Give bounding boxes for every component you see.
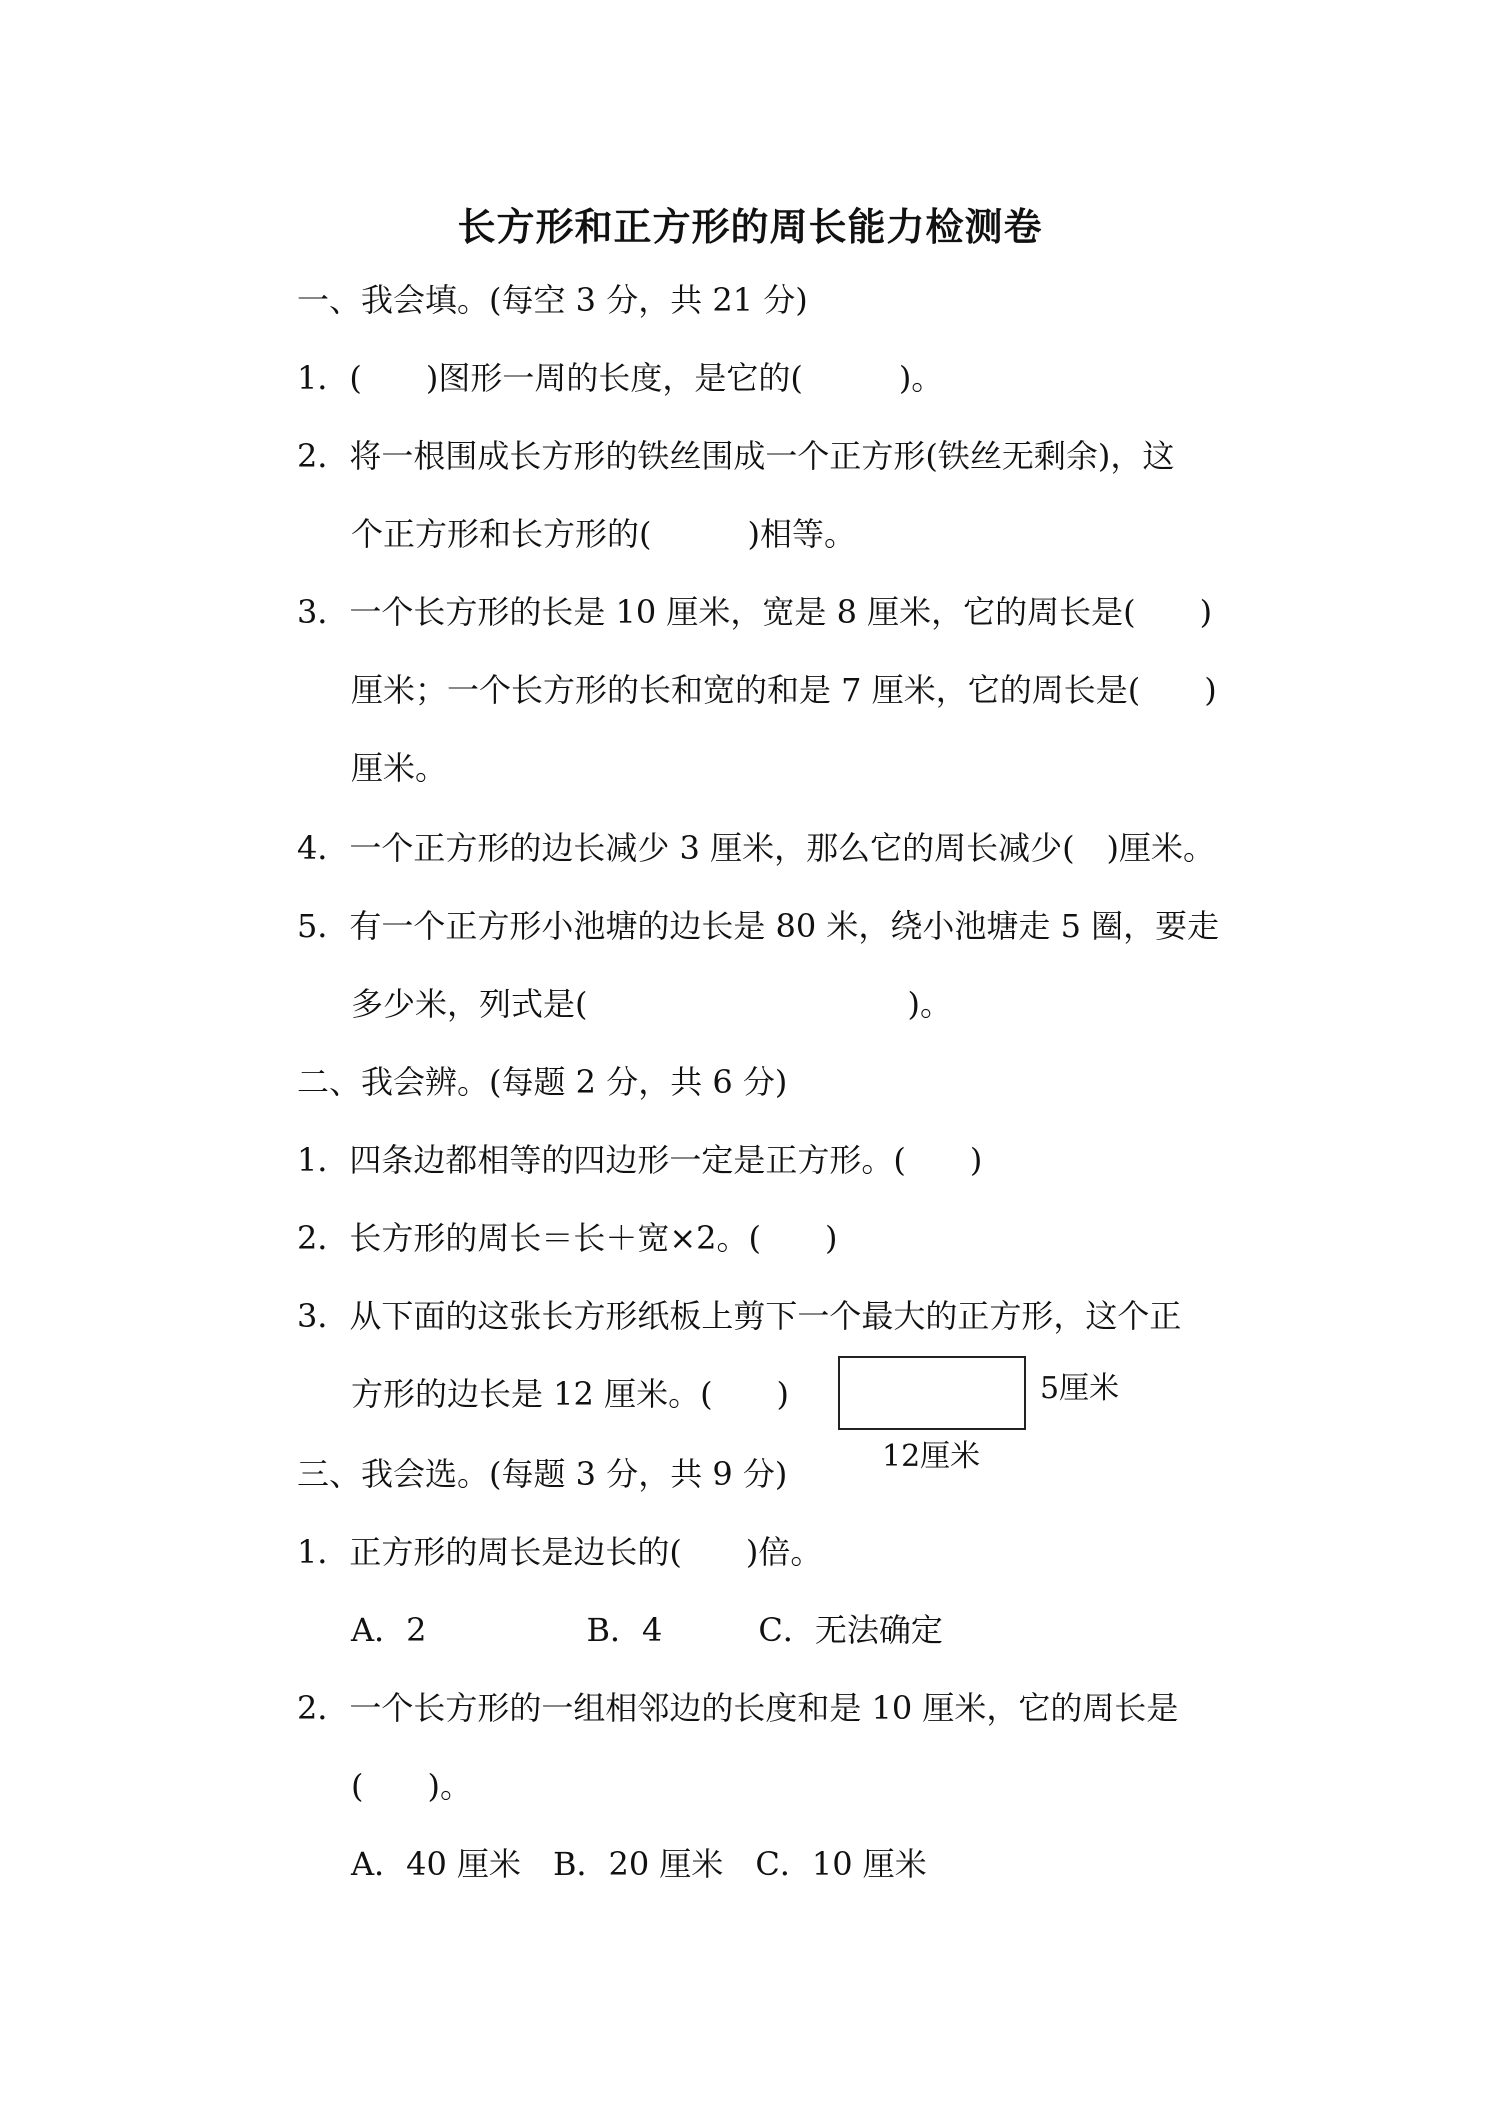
rectangle-height-label: 5厘米 — [1040, 1371, 1120, 1406]
section-3-heading: 三、我会选。(每题 3 分，共 9 分) — [297, 1455, 788, 1493]
section-1-heading: 一、我会填。(每空 3 分，共 21 分) — [297, 281, 808, 319]
section-1-question-1: 1．( )图形一周的长度，是它的( )。 — [297, 359, 944, 397]
section-1-question-3-line-3: 厘米。 — [351, 749, 448, 787]
section-3-question-2-line-2: ( )。 — [351, 1767, 472, 1805]
section-2-question-2: 2．长方形的周长＝长＋宽×2。( ) — [297, 1219, 838, 1257]
section-1-question-3-line-2: 厘米；一个长方形的长和宽的和是 7 厘米，它的周长是( ) — [351, 671, 1217, 709]
rectangle-width-label: 12厘米 — [882, 1439, 981, 1474]
section-1-question-3-line-1: 3．一个长方形的长是 10 厘米，宽是 8 厘米，它的周长是( ) — [297, 593, 1213, 631]
section-3-question-1: 1．正方形的周长是边长的( )倍。 — [297, 1533, 823, 1571]
section-3-question-1-options: A．2 B．4 C．无法确定 — [351, 1611, 943, 1649]
section-1-question-5-line-1: 5．有一个正方形小池塘的边长是 80 米，绕小池塘走 5 圈，要走 — [297, 907, 1220, 945]
section-1-question-4: 4．一个正方形的边长减少 3 厘米，那么它的周长减少( )厘米。 — [297, 829, 1216, 867]
section-3-question-2-options: A．40 厘米 B．20 厘米 C．10 厘米 — [351, 1845, 927, 1883]
section-1-question-2-line-1: 2．将一根围成长方形的铁丝围成一个正方形(铁丝无剩余)，这 — [297, 437, 1175, 475]
page-title: 长方形和正方形的周长能力检测卷 — [457, 205, 1043, 249]
rectangle-cardboard-figure — [838, 1356, 1026, 1430]
section-1-question-5-line-2: 多少米，列式是( )。 — [351, 985, 952, 1023]
section-2-question-3-line-1: 3．从下面的这张长方形纸板上剪下一个最大的正方形，这个正 — [297, 1297, 1182, 1335]
section-1-question-2-line-2: 个正方形和长方形的( )相等。 — [351, 515, 856, 553]
section-3-question-2-line-1: 2．一个长方形的一组相邻边的长度和是 10 厘米，它的周长是 — [297, 1689, 1179, 1727]
section-2-question-1: 1．四条边都相等的四边形一定是正方形。( ) — [297, 1141, 983, 1179]
section-2-heading: 二、我会辨。(每题 2 分，共 6 分) — [297, 1063, 788, 1101]
section-2-question-3-line-2: 方形的边长是 12 厘米。( ) — [351, 1375, 790, 1413]
